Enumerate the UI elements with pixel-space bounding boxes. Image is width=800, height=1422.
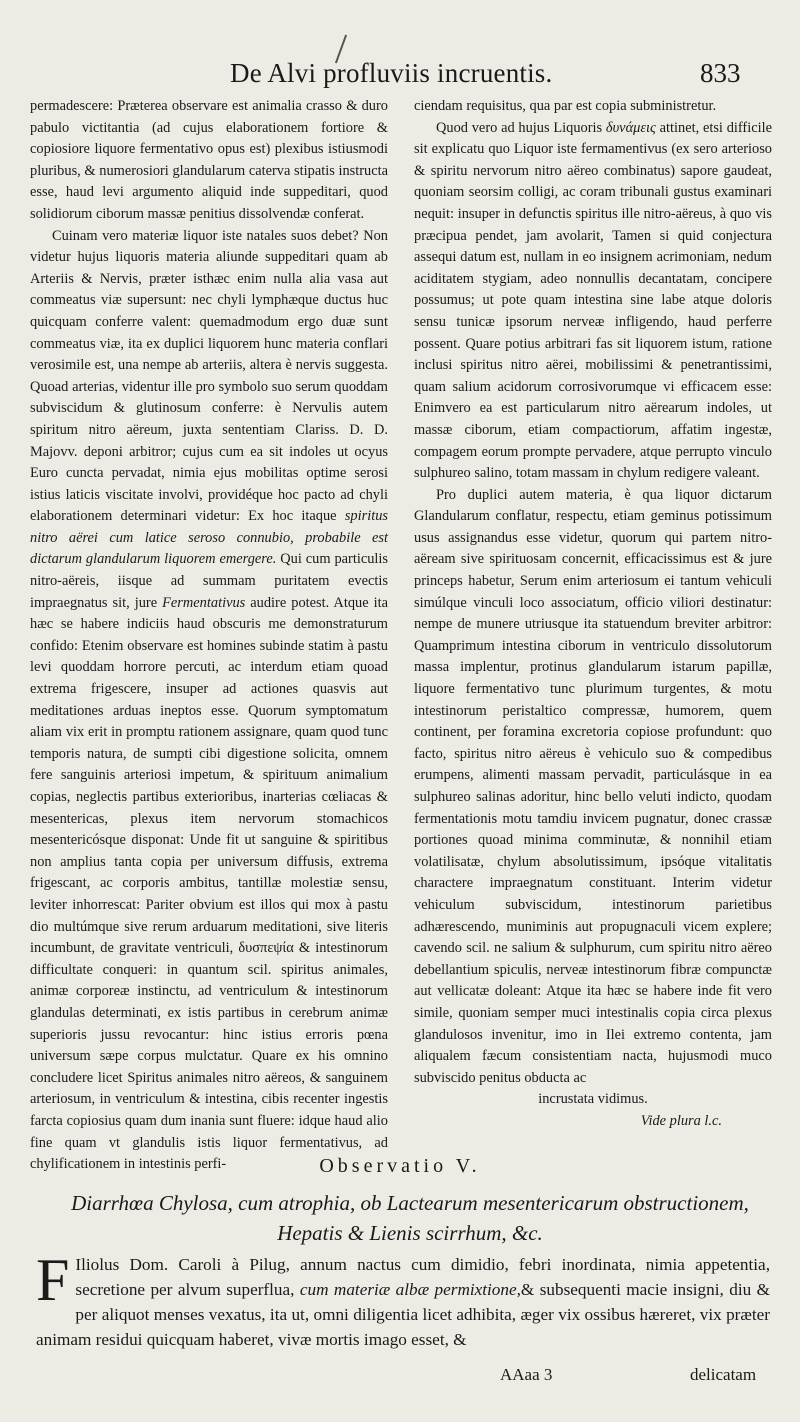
greek-run: δυνάμεις bbox=[605, 119, 656, 136]
subtitle-line: Diarrhœa Chylosa, cum atrophia, ob Lactearum mesentericarum obstructionem, bbox=[71, 1191, 749, 1215]
drop-cap: F bbox=[36, 1247, 70, 1313]
text-run: attinet, etsi difficile sit explicatu quo Liquor iste fermamentivus (ex sero arterioso & spiritu nervorum nitro aëreo combinatus) sapore gaudeat, quoniam seorsim colligi, ac coram tribunali gustus examinari nequit: insuper in defunctis spiritus ille nitro-aëreus, à quo vis præcipua pendet, jam avolarit, Tamen si quid conjectura assequi datum est, nullam in eo insignem acrimoniam, nedum aciditatem stygiam, adeo nonnullis decantatam, concipere possumus; ut pote quam intestina sine labe atque doloris sensu tunicæ ipsorum nerveæ infligendo, haud perferre possent. Quare potius arbitrari fas sit liquorem istum, ratione inclusi spiritus nitro aërei, mobilissimi & penetrantissimi, quam salium acidorum corrosivorumque vi efficacem esse: Enimvero ea est particularum nitro aërearum indoles, ut massæ ciborum, etiam compactiorum, affatim ingestæ, compagem eorum prompte pervadere, atque perrupto vinculo sulphureo salino, totam massam in chylum redigere valeant. bbox=[414, 119, 772, 482]
page-number: 833 bbox=[700, 58, 741, 88]
observation-heading: Observatio V. bbox=[319, 1155, 481, 1177]
text-run: Iliolus Dom. Caroli à Pilug, annum nactus cum dimidio, febri inordinata, nimia appetentia, secretione per alvum superflua, bbox=[75, 1255, 770, 1299]
text-run: & subsequenti macie insigni, diu & per aliquot menses vexatus, ita ut, omni diligentia licet adhibita, æger vix ossibus hæreret, vix præter animam residui quicquam haberet, vivæ mortis imago esset, & bbox=[36, 1280, 770, 1349]
paragraph: Pro duplici autem materia, è qua liquor dictarum Glandularum conflatur, respectu, etiam geminus potissimum usus assignandus esse videtur, quorum qui partem nitro-aëream sive spirituosam concernit, efficacissimus est & jure princeps habetur, Serum enim arteriosum ei tantum vehiculi simúlque vinculi loco associatum, officio viliori destinatur: nempe de munere utriusque ita statuendum breviter arbitror: Quamprimum intestina ciborum in ventriculo dissolutorum massa implentur, protinus glandularum istarum papillæ, liquore fermentativo tunc plurimum turgentes, & motu intestinorum peristaltico compressæ, humorem, quem continent, per foramina excretoria copiose profundunt: quo facto, spiritus nitro aëreus è vehiculo suo & compedibus erumpens, alimenti massam pervadit, particulásque in ea sulphureo salinas adoritur, hinc bello veluti indicto, quodam fermentationis motu tamdiu invicem pugnatur, donec crassæ portiones quoad minima comminutæ, & nonnihil etiam volatilisatæ, chylum absolutissimum, ipsóque vitalitatis charactere impraegnatum constituant. Interim videtur vehiculum subviscidum, intestinorum parietibus adhærescendo, muniminis aut propugnaculi vicem explere; cavendo scil. ne salium & sulphurum, cum spiritu nitro aëreo debellantium spiculis, nerveæ intestinorum fibræ compunctæ aut vellicatæ doleant: Atque ita hæc se habere inde fit vero simile, quoniam semper muci intestinalis copia circa plexus glandulosos invenitur, imo in Ilei extremo contenta, jam aliqualem fæcum consistentiam nacta, hujusmodi muco subviscido penitus obducta ac bbox=[414, 486, 772, 1086]
observation-body bbox=[36, 1247, 770, 1352]
paragraph bbox=[30, 226, 388, 1176]
subtitle-line: Hepatis & Lienis scirrhum, &c. bbox=[277, 1221, 543, 1245]
signature-mark: AAaa 3 bbox=[500, 1365, 553, 1384]
paragraph: permadescere: Præterea observare est animalia crasso & duro pabulo victitantia (ad cujus elaborationem fortiore & copiosiore liquore fermentativo opus est) plexibus istiusmodi pluribus, & numerosiori glandularum caterva stipatis instructa esse, haud levi argumento aliquid inde suppeditari, quod solidiorum ciborum massæ penitius dissolvendæ conferat. bbox=[30, 98, 388, 222]
left-column bbox=[30, 96, 388, 1173]
closing-line: incrustata vidimus. bbox=[538, 1091, 648, 1108]
text-run: Qui cum particulis nitro-aëreis, iisque ad summam puritatem evectis impraegnatus sit, jure bbox=[30, 551, 388, 611]
text-run: Cuinam vero materiæ liquor iste natales suos debet? Non videtur hujus liquoris materia aliunde suppeditari quam ab Arteriis & Nervis, præter isthæc enim nulla alia vasa aut commeatus viæ supersunt: nec chyli lymphæque ductus huc quicquam conferre valent: quemadmodum ergo duæ sunt commeatus viæ, ita ex duplici liquorem hunc materia conflari verosimile est, una nempe ab arteriis, altera è nervis suggesta. Quoad arterias, videntur ille pro symbolo suo serum quoddam subviscidum & glutinosum conferre: è Nervulis autem spiritum nitro aëreum, juxta sententiam Clariss. D. D. Majovv. deponi arbitror; cujus cum ea sit indoles ut ocyus Euro cuncta pervadat, nimia ejus mobilitas optime serosi istius laticis viscitate involvi, providéque hoc pacto ad chyli elaborationem determinari videtur: Ex hoc itaque bbox=[30, 227, 388, 525]
italic-run: cum materiæ albæ permixtione, bbox=[299, 1280, 521, 1299]
page-footer bbox=[0, 1365, 800, 1395]
running-head bbox=[0, 58, 800, 98]
running-title: De Alvi profluviis incruentis. bbox=[230, 58, 553, 88]
text-run: Quod vero ad hujus Liquoris bbox=[436, 119, 603, 136]
italic-run: Fermentativus bbox=[162, 594, 246, 611]
text-run: audire potest. Atque ita hæc se habere indiciis haud obscuris me demonstraturum confido: Etenim observare est homines subinde statim à pastu levi quoddam horrore percuti, ac interdum etiam quoad extrema frigescere, insuper ad actiones quasvis aut meditationes arduas ineptos esse. Quorum symptomatum aliam vix erit in promptu rationem assignare, quam quod tunc temporis natura, de sumpti cibi digestione solicita, omnem fere sanguinis arteriosi impetum, & spirituum animalium copias, neglectis partibus exterioribus, inarterias cœliacas & mesentericas, plexus item nervorum stomachicos mesentericósque disponat: Unde fit ut sanguine & spiritibus non amplius tanta copia per universum diffusis, extrema frigescant, ac corporis ambitus, tantillæ molestiæ sensu, leviter inhorrescat: Pariter obvium est illos qui mox à pastu dio multúmque sive rerum arduarum meditationi, sive literis incumbunt, de gravitate ventriculi, δυσπεψία & intestinorum difficultate conqueri: in quantum scil. spiritus animales, animæ corporeæ instinctu, ad ventriculum & intestinorum glandulas determinati, ex istis partibus in cerebrum animæ superioris jussu revocantur: hinc istius erroris pœna universum sæpe corpus mulctatur. Quare ex his omnino concludere licet Spiritus animales nitro aëreos, & sanguinem arteriosum, in ventriculum & intestina, cibis recenter ingestis farcta copiosius quam dum inania sunt fluere: idque haud alio fine quam vt glandulis istis liquor fermentativus, ad chylificationem in intestinis perfi- bbox=[30, 594, 388, 1173]
catchword: delicatam bbox=[690, 1365, 757, 1384]
italic-run: spiritus nitro aërei cum latice seroso connubio, probabile est dictarum glandularum liquorem emergere. bbox=[30, 508, 388, 568]
paragraph: ciendam requisitus, qua par est copia subministretur. bbox=[414, 98, 717, 114]
observation-subtitle bbox=[60, 1188, 760, 1248]
right-column bbox=[414, 96, 772, 1146]
cross-reference: Vide plura l.c. bbox=[640, 1112, 722, 1129]
paragraph bbox=[414, 118, 772, 485]
